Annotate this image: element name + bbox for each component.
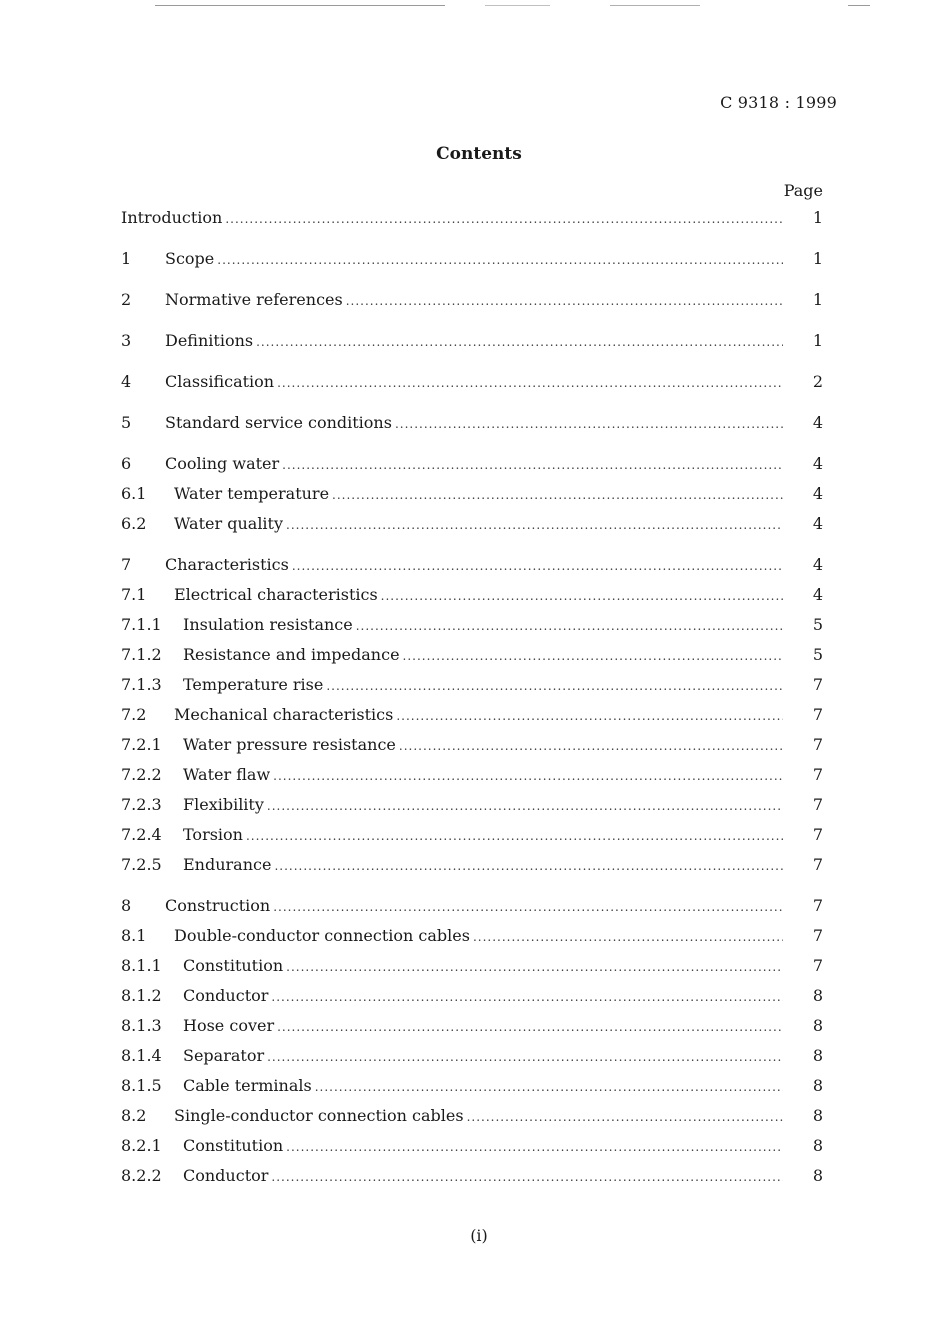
toc-entry[interactable] [121, 514, 823, 544]
dot-leader [273, 900, 783, 914]
dot-leader [286, 960, 783, 974]
toc-entry[interactable] [121, 675, 823, 705]
toc-entry-label: Single-conductor connection cables [174, 1106, 464, 1125]
toc-entry-page: 7 [812, 735, 823, 754]
toc-entry-label: Endurance [183, 855, 272, 874]
toc-entry-number: 7.2.3 [121, 795, 162, 814]
toc-entry-number: 8.1 [121, 926, 147, 945]
dot-leader [277, 1020, 783, 1034]
dot-leader [396, 709, 783, 723]
dot-leader [256, 335, 783, 349]
toc-entry-label: Cooling water [165, 454, 280, 473]
dot-leader [315, 1080, 783, 1094]
toc-entry-page: 1 [812, 249, 823, 268]
toc-entry-number: 8.1.3 [121, 1016, 162, 1035]
toc-entry-page: 7 [812, 926, 823, 945]
toc-entry-label: Torsion [183, 825, 243, 844]
toc-entry-page: 2 [812, 372, 823, 391]
dot-leader [271, 1170, 783, 1184]
scan-artifact-line [485, 5, 550, 6]
toc-entry-label: Normative references [165, 290, 343, 309]
toc-entry[interactable] [121, 855, 823, 885]
toc-entry-number: 8.2.2 [121, 1166, 162, 1185]
dot-leader [282, 458, 783, 472]
toc-entry-label: Characteristics [165, 555, 289, 574]
toc-entry-label: Separator [183, 1046, 265, 1065]
toc-entry-label: Electrical characteristics [174, 585, 378, 604]
dot-leader [273, 769, 783, 783]
toc-entry[interactable] [121, 1076, 823, 1106]
toc-entry-label: Double-conductor connection cables [174, 926, 470, 945]
toc-entry-page: 7 [812, 956, 823, 975]
toc-entry-page: 1 [812, 208, 823, 227]
toc-entry-number: 4 [121, 372, 132, 391]
toc-entry[interactable] [121, 555, 823, 585]
dot-leader [395, 417, 783, 431]
toc-entry[interactable] [121, 1166, 823, 1196]
toc-entry-number: 7.2.2 [121, 765, 162, 784]
dot-leader [286, 1140, 783, 1154]
toc-entry[interactable] [121, 795, 823, 825]
dot-leader [403, 649, 783, 663]
dot-leader [356, 619, 783, 633]
toc-entry-page: 8 [812, 1166, 823, 1185]
dot-leader [381, 589, 783, 603]
toc-entry-number: 3 [121, 331, 132, 350]
toc-entry-number: 8 [121, 896, 132, 915]
toc-entry[interactable] [121, 413, 823, 443]
toc-entry-label: Scope [165, 249, 215, 268]
toc-entry-page: 8 [812, 1136, 823, 1155]
toc-entry-page: 7 [812, 675, 823, 694]
document-code: C 9318 : 1999 [720, 93, 837, 112]
toc-entry-label: Standard service conditions [165, 413, 392, 432]
toc-entry-label: Resistance and impedance [183, 645, 400, 664]
toc-entry-number: 1 [121, 249, 132, 268]
toc-entry-number: 8.1.5 [121, 1076, 162, 1095]
table-of-contents [121, 208, 823, 1196]
dot-leader [274, 859, 783, 873]
toc-entry-number: 7.1.2 [121, 645, 162, 664]
toc-entry[interactable] [121, 615, 823, 645]
toc-entry-number: 8.1.4 [121, 1046, 162, 1065]
toc-entry[interactable] [121, 208, 823, 238]
dot-leader [217, 253, 783, 267]
toc-entry[interactable] [121, 956, 823, 986]
toc-entry[interactable] [121, 705, 823, 735]
toc-entry-label: Mechanical characteristics [174, 705, 394, 724]
toc-entry[interactable] [121, 1106, 823, 1136]
toc-entry-label: Cable terminals [183, 1076, 312, 1095]
toc-entry[interactable] [121, 585, 823, 615]
scan-artifact-line [155, 5, 445, 6]
toc-entry-number: 7.2.1 [121, 735, 162, 754]
toc-entry-number: 7.1.1 [121, 615, 162, 634]
toc-entry-number: 6.1 [121, 484, 147, 503]
toc-entry-number: 7.2 [121, 705, 147, 724]
toc-entry-page: 5 [812, 615, 823, 634]
dot-leader [473, 930, 783, 944]
toc-entry[interactable] [121, 645, 823, 675]
toc-entry-label: Constitution [183, 956, 284, 975]
dot-leader [467, 1110, 783, 1124]
toc-entry-number: 2 [121, 290, 132, 309]
toc-entry-number: 8.1.1 [121, 956, 162, 975]
toc-entry-label: Construction [165, 896, 271, 915]
toc-entry-label: Water pressure resistance [183, 735, 396, 754]
toc-entry-label: Temperature rise [183, 675, 324, 694]
dot-leader [271, 990, 783, 1004]
toc-entry-page: 7 [812, 795, 823, 814]
toc-entry-page: 1 [812, 331, 823, 350]
footer-page-number: (i) [470, 1226, 488, 1245]
toc-entry-label: Classification [165, 372, 275, 391]
toc-entry[interactable] [121, 926, 823, 956]
toc-entry-page: 4 [812, 484, 823, 503]
toc-entry-label: Hose cover [183, 1016, 275, 1035]
toc-entry-label: Water flaw [183, 765, 271, 784]
toc-entry-page: 8 [812, 1046, 823, 1065]
toc-entry[interactable] [121, 1016, 823, 1046]
toc-entry-number: 7.1.3 [121, 675, 162, 694]
toc-entry-label: Insulation resistance [183, 615, 353, 634]
toc-entry[interactable] [121, 896, 823, 926]
toc-entry-page: 8 [812, 986, 823, 1005]
toc-entry[interactable] [121, 484, 823, 514]
page-column-label: Page [783, 181, 823, 200]
toc-entry-number: 7.1 [121, 585, 147, 604]
toc-entry-page: 7 [812, 896, 823, 915]
toc-entry-label: Water quality [174, 514, 284, 533]
toc-entry[interactable] [121, 735, 823, 765]
toc-entry-number: 7.2.4 [121, 825, 162, 844]
toc-entry-label: Conductor [183, 1166, 269, 1185]
dot-leader [326, 679, 783, 693]
toc-entry-number: 7 [121, 555, 132, 574]
toc-entry-page: 7 [812, 705, 823, 724]
toc-entry-page: 4 [812, 585, 823, 604]
toc-entry-page: 7 [812, 855, 823, 874]
toc-entry-label: Introduction [121, 208, 223, 227]
scan-artifact-line [610, 5, 700, 6]
toc-entry[interactable] [121, 249, 823, 279]
toc-entry-page: 8 [812, 1016, 823, 1035]
toc-entry-page: 4 [812, 555, 823, 574]
dot-leader [277, 376, 783, 390]
dot-leader [332, 488, 783, 502]
toc-entry-page: 7 [812, 765, 823, 784]
toc-entry-number: 8.2.1 [121, 1136, 162, 1155]
toc-entry[interactable] [121, 986, 823, 1016]
toc-entry[interactable] [121, 765, 823, 795]
toc-entry-number: 6 [121, 454, 132, 473]
dot-leader [346, 294, 783, 308]
toc-entry-label: Water temperature [174, 484, 330, 503]
toc-entry-number: 5 [121, 413, 132, 432]
scan-artifact-line [848, 5, 870, 6]
toc-entry-label: Definitions [165, 331, 254, 350]
dot-leader [267, 799, 783, 813]
toc-entry-page: 4 [812, 454, 823, 473]
toc-entry[interactable] [121, 331, 823, 361]
toc-entry[interactable] [121, 372, 823, 402]
toc-entry[interactable] [121, 290, 823, 320]
dot-leader [292, 559, 783, 573]
toc-entry-label: Flexibility [183, 795, 264, 814]
dot-leader [225, 212, 783, 226]
dot-leader [267, 1050, 783, 1064]
toc-entry-number: 8.2 [121, 1106, 147, 1125]
toc-entry-number: 6.2 [121, 514, 147, 533]
toc-entry-number: 8.1.2 [121, 986, 162, 1005]
toc-entry-page: 7 [812, 825, 823, 844]
toc-entry-page: 1 [812, 290, 823, 309]
dot-leader [246, 829, 783, 843]
toc-entry-label: Constitution [183, 1136, 284, 1155]
toc-entry[interactable] [121, 454, 823, 484]
toc-entry-page: 4 [812, 514, 823, 533]
toc-entry-label: Conductor [183, 986, 269, 1005]
toc-entry-page: 8 [812, 1106, 823, 1125]
toc-entry[interactable] [121, 1046, 823, 1076]
dot-leader [399, 739, 783, 753]
dot-leader [286, 518, 783, 532]
toc-entry-page: 5 [812, 645, 823, 664]
toc-entry-page: 4 [812, 413, 823, 432]
toc-entry[interactable] [121, 825, 823, 855]
toc-entry-number: 7.2.5 [121, 855, 162, 874]
toc-entry[interactable] [121, 1136, 823, 1166]
toc-entry-page: 8 [812, 1076, 823, 1095]
page-title: Contents [436, 144, 522, 164]
